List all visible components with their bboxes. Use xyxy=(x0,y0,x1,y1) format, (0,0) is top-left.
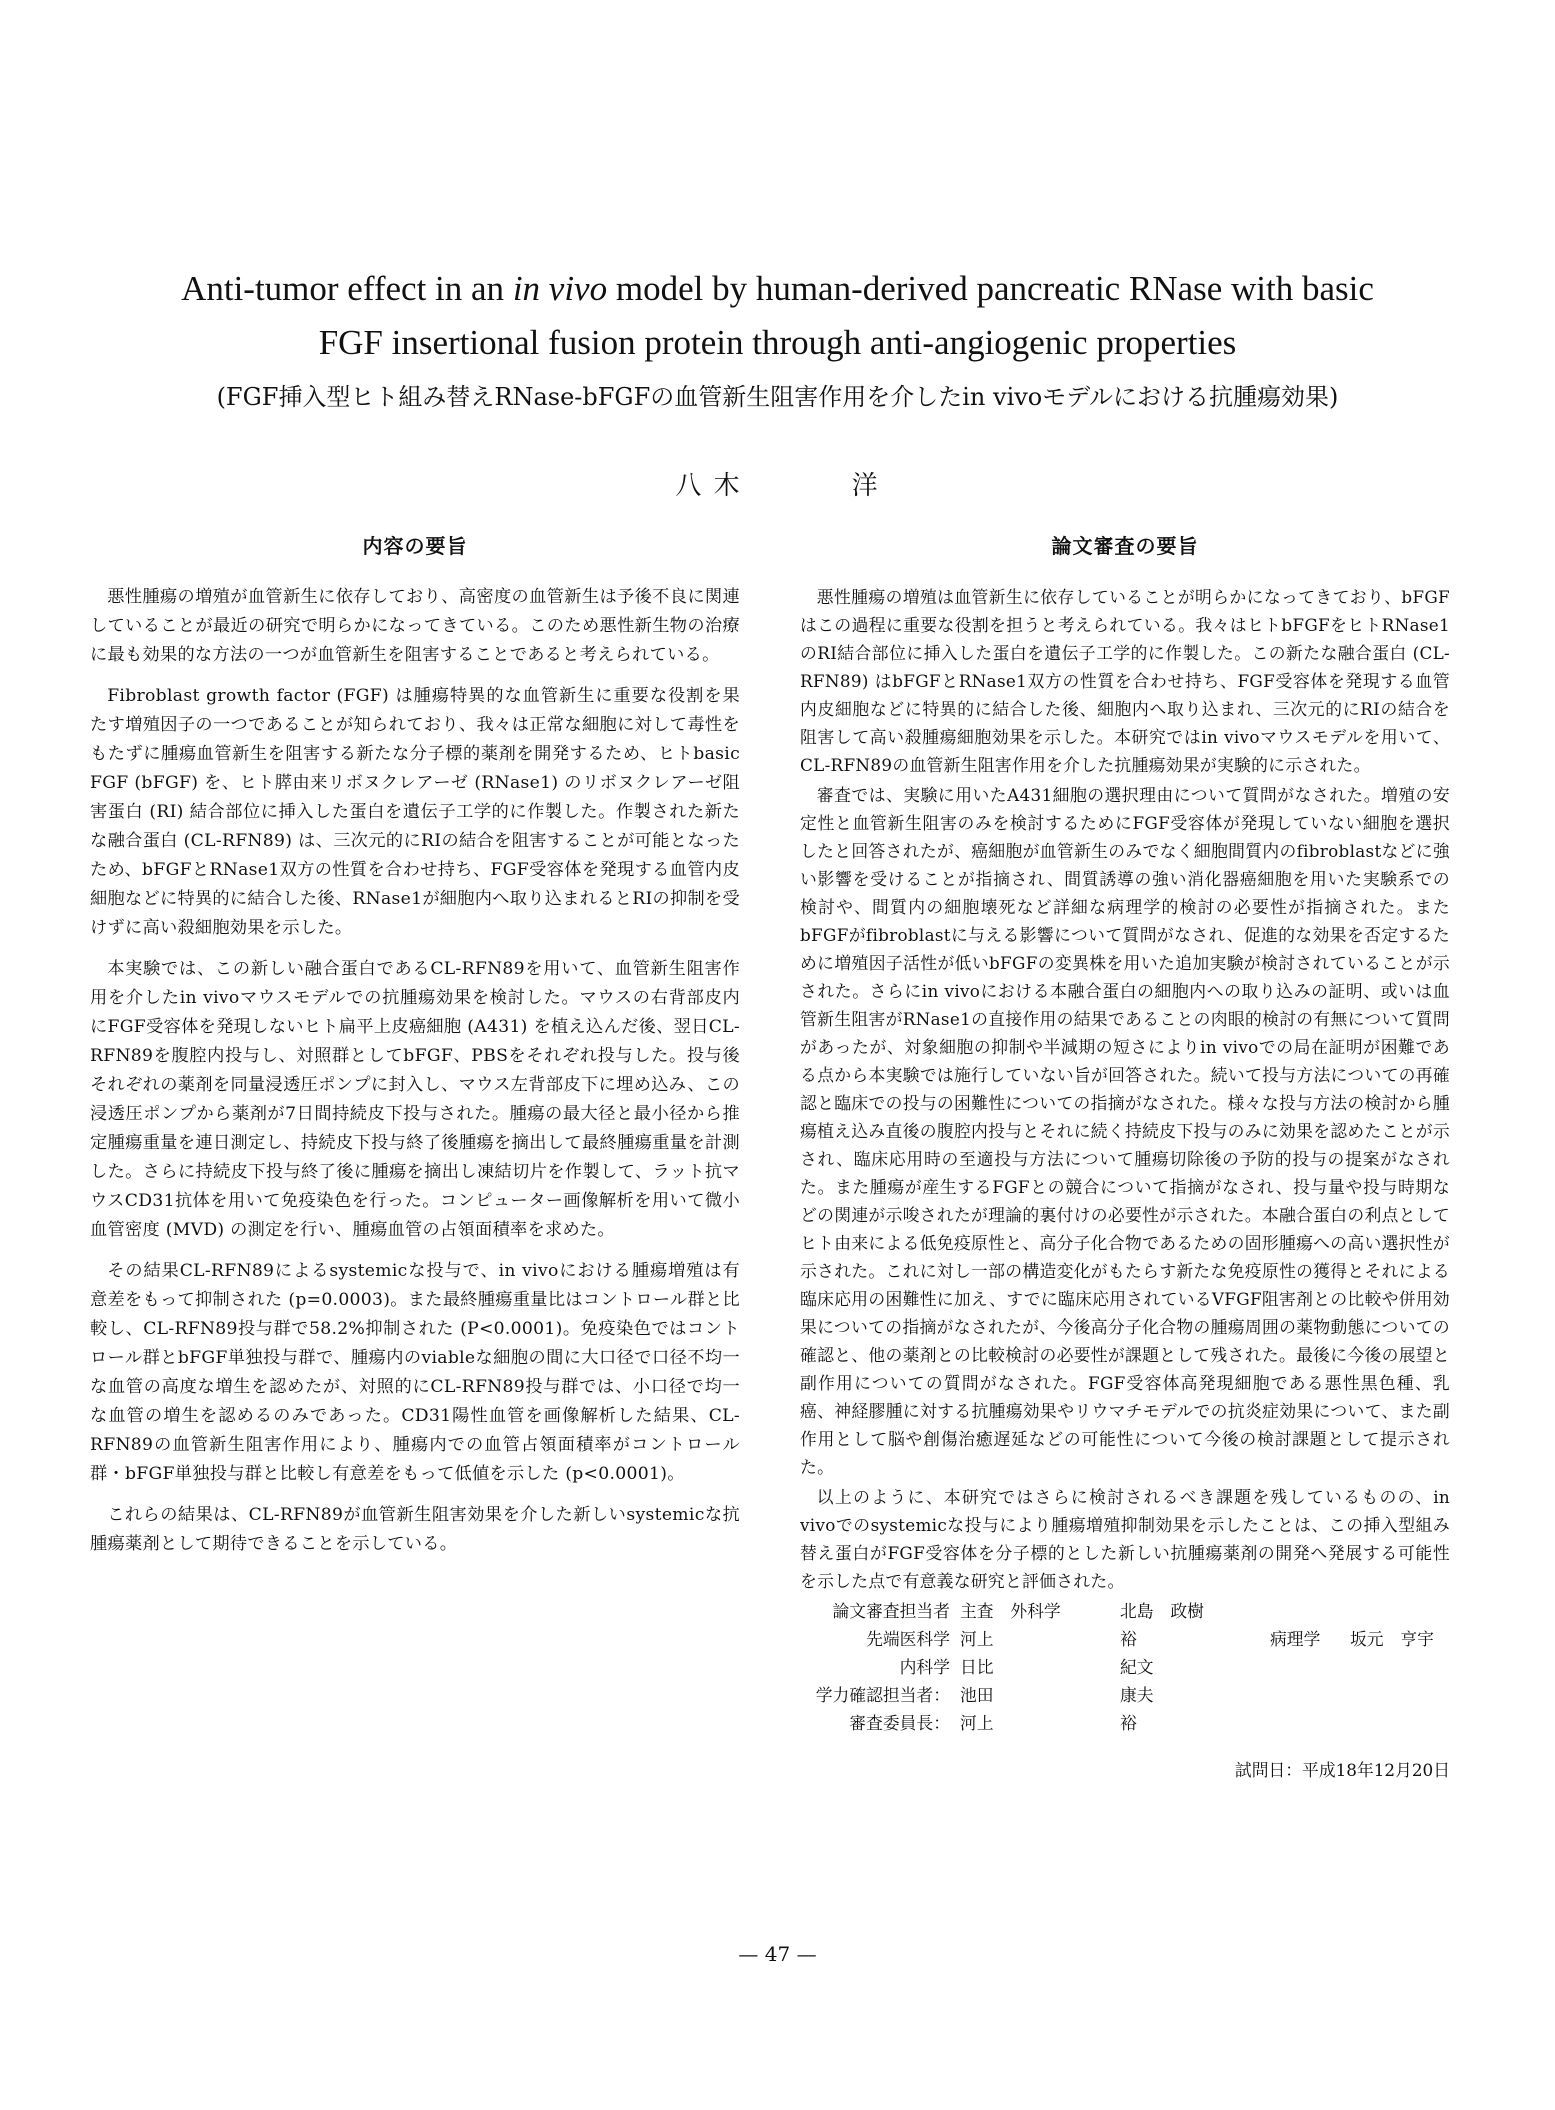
examiner-name: 北島 政樹 xyxy=(1120,1601,1204,1621)
summary-paragraph: Fibroblast growth factor (FGF) は腫瘍特異的な血管新生に重要な役割を果たす増殖因子の一つであることが知られており、我々は正常な細胞に対して毒性をもたずに腫瘍血管新生を阻害する新たな分子標的薬剤を開発するため、ヒトbasic FGF (bFGF) を、ヒト膵由来リボヌクレアーゼ (RNase1) のリボヌクレアーゼ阻害蛋白 (RI) 結合部位に挿入した蛋白を遺伝子工学的に作製した。作製された新たな融合蛋白 (CL-RFN89) は、三次元的にRIの結合を阻害することが可能となったため、bFGFとRNase1双方の性質を合わせ持ち、FGF受容体を発現する血管内皮細胞などに特異的に結合した後、RNase1が細胞内へ取り込まれるとRIの抑制を受けずに高い殺細胞効果を示した。 xyxy=(90,686,740,938)
summary-paragraph: 本実験では、この新しい融合蛋白であるCL-RFN89を用いて、血管新生阻害作用を介したin vivoマウスモデルでの抗腫瘍効果を検討した。マウスの右背部皮内にFGF受容体を発現しないヒト扁平上皮癌細胞 (A431) を植え込んだ後、翌日CL-RFN89を腹腔内投与し、対照群としてbFGF、PBSをそれぞれ投与した。投与後それぞれの薬剤を同量浸透圧ポンプに封入し、マウス左背部皮下に埋め込み、この浸透圧ポンプから薬剤が7日間持続皮下投与された。腫瘍の最大径と最小径から推定腫瘍重量を連日測定し、持続皮下投与終了後腫瘍を摘出して最終腫瘍重量を計測した。さらに持続皮下投与終了後に腫瘍を摘出し凍結切片を作製して、ラット抗マウスCD31抗体を用いて免疫染色を行った。コンピューター画像解析を用いて微小血管密度 (MVD) の測定を行い、腫瘍血管の占領面積率を求めた。 xyxy=(90,959,740,1240)
examiner-role: 学力確認担当者： xyxy=(815,1685,950,1705)
summary-column xyxy=(90,530,740,1571)
examiner-name: 紀文 xyxy=(1120,1657,1154,1677)
author-family-name: 八 木 xyxy=(675,471,742,501)
japanese-title: (FGF挿入型ヒト組み替えRNase-bFGFの血管新生阻害作用を介したin vivoモデルにおける抗腫瘍効果) xyxy=(216,383,1339,411)
title-italic-text: in vivo xyxy=(512,269,608,308)
examiner-name: 康夫 xyxy=(1120,1685,1154,1705)
examiner-dept: 池田 xyxy=(960,1685,994,1705)
review-paragraph: 審査では、実験に用いたA431細胞の選択理由について質問がなされた。増殖の安定性と血管新生阻害のみを検討するためにFGF受容体が発現していない細胞を選択したと回答されたが、癌細胞が血管新生のみでなく細胞間質内のfibroblastなどに強い影響を受けることが指摘され、間質誘導の強い消化器癌細胞を用いた実験系での検討や、間質内の細胞壊死など詳細な病理学的検討の必要性が指摘された。またbFGFがfibroblastに与える影響について質問がなされ、促進的な効果を否定するために増殖因子活性が低いbFGFの変異株を用いた追加実験が検討されていることが示された。さらにin vivoにおける本融合蛋白の細胞内への取り込みの証明、或いは血管新生阻害がRNase1の直接作用の結果であることの肉眼的検討の有無について質問があったが、対象細胞の抑制や半減期の短さによりin vivoでの局在証明が困難である点から本実験では施行していない旨が回答された。続いて投与方法についての再確認と臨床での投与の困難性についての指摘がなされた。様々な投与方法の検討から腫瘍植え込み直後の腹腔内投与とそれに続く持続皮下投与のみに効果を認めたことが示され、臨床応用時の至適投与方法について腫瘍切除後の予防的投与の提案がなされた。また腫瘍が産生するFGFとの競合について指摘がなされ、投与量や投与時期などの関連が示唆されたが理論的裏付けの必要性が示された。本融合蛋白の利点としてヒト由来による低免疫原性と、高分子化合物であるための固形腫瘍への高い選択性が示された。これに対し一部の構造変化がもたらす新たな免疫原性の獲得とそれによる臨床応用の困難性に加え、すでに臨床応用されているVFGF阻害剤との比較や併用効果についての指摘がなされたが、今後高分子化合物の腫瘍周囲の薬物動態についての確認と、他の薬剤との比較検討の必要性が課題として残された。最後に今後の展望と副作用についての質問がなされた。FGF受容体高発現細胞である悪性黒色種、乳癌、神経膠腫に対する抗腫瘍効果やリウマチモデルでの抗炎症効果について、また副作用として脳や創傷治癒遅延などの可能性について今後の検討課題として提示された。 xyxy=(800,785,1450,1477)
review-paragraph: 以上のように、本研究ではさらに検討されるべき課題を残しているものの、in vivoでのsystemicな投与により腫瘍増殖抑制効果を示したことは、この挿入型組み替え蛋白がFGF受容体を分子標的とした新しい抗腫瘍薬剤の開発へ発展する可能性を示した点で有意義な研究と評価された。 xyxy=(800,1487,1450,1591)
page-number: — 47 — xyxy=(738,1942,817,1966)
english-title xyxy=(90,262,1465,370)
english-title-line-1 xyxy=(90,262,1465,316)
summary-paragraph: 悪性腫瘍の増殖が血管新生に依存しており、高密度の血管新生は予後不良に関連していることが最近の研究で明らかになってきている。このため悪性新生物の治療に最も効果的な方法の一つが血管新生を阻害することであると考えられている。 xyxy=(90,587,740,665)
author-name xyxy=(520,465,1035,502)
title-text: model by human-derived pancreatic RNase with basic xyxy=(607,269,1374,308)
review-heading: 論文審査の要旨 xyxy=(1051,534,1199,558)
examiner-role: 審査委員長： xyxy=(849,1713,950,1733)
examiner-name: 裕 xyxy=(1120,1629,1137,1649)
examiner-row xyxy=(800,1681,1450,1709)
examiner-list xyxy=(800,1597,1450,1737)
exam-date: 試問日：平成18年12月20日 xyxy=(1234,1760,1450,1780)
examiner-row xyxy=(800,1625,1450,1653)
examiner-dept: 主査 外科学 xyxy=(960,1601,1061,1621)
summary-paragraph: これらの結果は、CL-RFN89が血管新生阻害効果を介した新しいsystemicな抗腫瘍薬剤として期待できることを示している。 xyxy=(90,1505,740,1554)
summary-heading: 内容の要旨 xyxy=(362,534,468,558)
examiner-row xyxy=(800,1597,1450,1625)
review-paragraph: 悪性腫瘍の増殖は血管新生に依存していることが明らかになってきており、bFGFはこの過程に重要な役割を担うと考えられている。我々はヒトbFGFをヒトRNase1のRI結合部位に挿入した蛋白を遺伝子工学的に作製した。この新たな融合蛋白 (CL-RFN89) はbFGFとRNase1双方の性質を合わせ持ち、FGF受容体を発現する血管内皮細胞などに特異的に結合した後、細胞内へ取り込まれ、三次元的にRIの結合を阻害して高い殺腫瘍細胞効果を示した。本研究ではin vivoマウスモデルを用いて、CL-RFN89の血管新生阻害作用を介した抗腫瘍効果が実験的に示された。 xyxy=(800,587,1450,775)
examiner-name-2: 坂元 亨宇 xyxy=(1350,1629,1434,1649)
summary-paragraph: その結果CL-RFN89によるsystemicな投与で、in vivoにおける腫瘍増殖は有意差をもって抑制された (p=0.0003)。また最終腫瘍重量比はコントロール群と比較し、CL-RFN89投与群で58.2%抑制された (P<0.0001)。免疫染色ではコントロール群とbFGF単独投与群で、腫瘍内のviableな細胞の間に大口径で口径不均一な血管の高度な増生を認めたが、対照的にCL-RFN89投与群では、小口径で均一な血管の増生を認めるのみであった。CD31陽性血管を画像解析した結果、CL-RFN89の血管新生阻害作用により、腫瘍内での血管占領面積率がコントロール群・bFGF単独投与群と比較し有意差をもって低値を示した (p<0.0001)。 xyxy=(90,1261,740,1484)
examiner-dept: 河上 xyxy=(960,1713,994,1733)
examiner-row xyxy=(800,1709,1450,1737)
examiner-dept: 河上 xyxy=(960,1629,994,1649)
examiner-role: 論文審査担当者 xyxy=(832,1601,950,1621)
title-text: Anti-tumor effect in an xyxy=(181,269,513,308)
examiner-dept-2 xyxy=(1270,1597,1350,1625)
examiner-dept-2: 病理学 xyxy=(1270,1629,1321,1649)
examiner-role: 内科学 xyxy=(899,1657,950,1677)
examiner-name: 裕 xyxy=(1120,1713,1137,1733)
review-column xyxy=(800,530,1450,1781)
english-title-line-2: FGF insertional fusion protein through anti-angiogenic properties xyxy=(318,323,1237,362)
author-given-name: 洋 xyxy=(851,471,880,501)
examiner-row xyxy=(800,1653,1450,1681)
examiner-dept: 日比 xyxy=(960,1657,994,1677)
examiner-role: 先端医科学 xyxy=(866,1629,950,1649)
